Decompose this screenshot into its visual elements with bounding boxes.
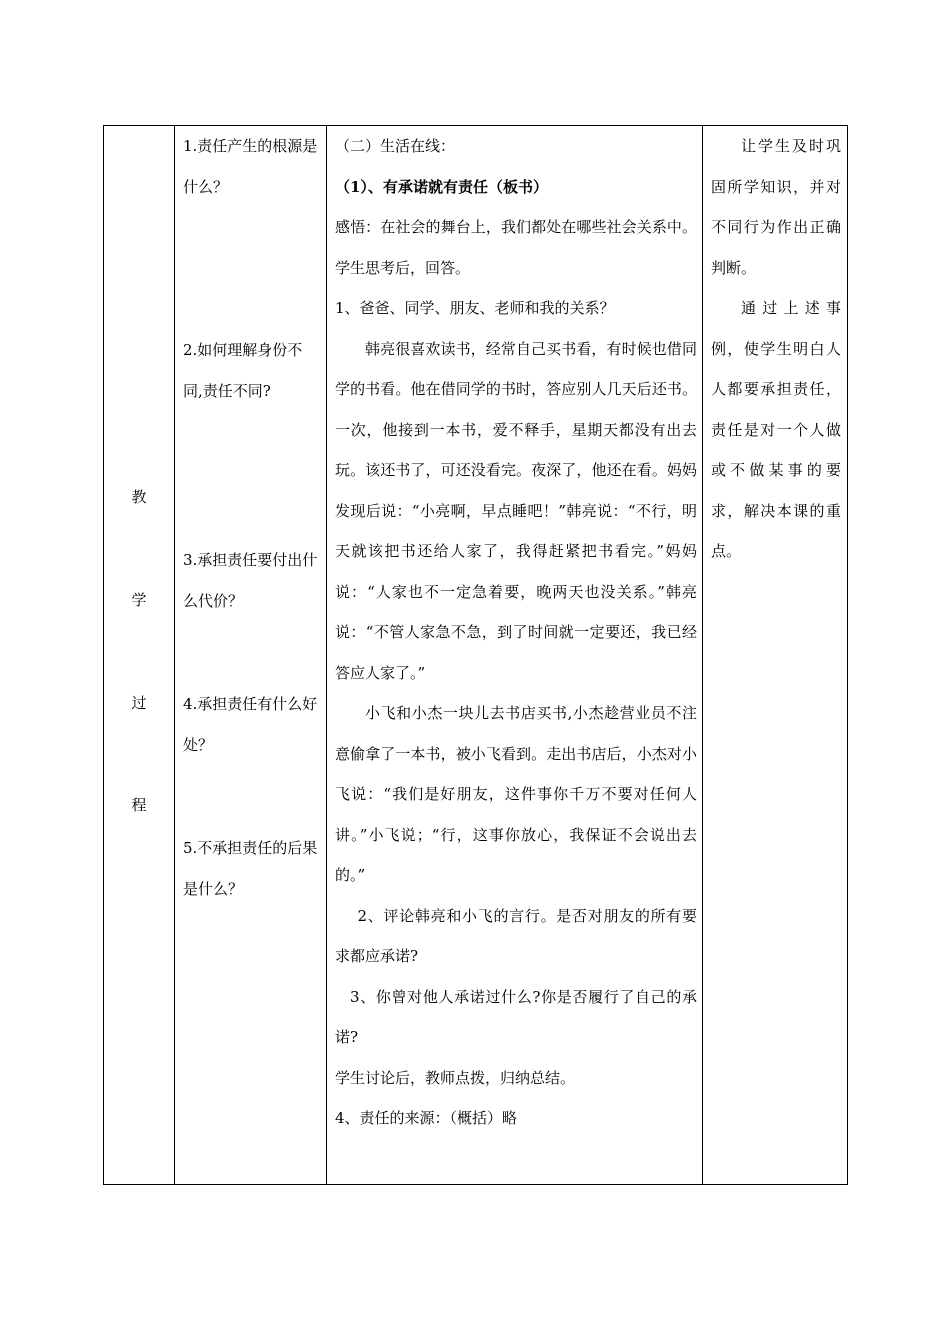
content-paragraph: 2、评论韩亮和小飞的言行。是否对朋友的所有要求都应承诺? xyxy=(335,906,697,965)
section-label-char: 过 xyxy=(131,694,147,712)
question-item: 3.承担责任要付出什么代价？ xyxy=(183,551,318,610)
content-paragraph: 1、爸爸、同学、朋友、老师和我的关系？ xyxy=(335,299,615,317)
question-item: 5.不承担责任的后果是什么？ xyxy=(183,839,318,898)
notes-body xyxy=(711,126,841,572)
content-column xyxy=(326,126,702,1184)
content-paragraph: 韩亮很喜欢读书，经常自己买书看，有时候也借同学的书看。他在借同学的书时，答应别人几天后还书。一次，他接到一本书，爱不释手，星期天都没有出去玩。该还书了，可还没看完。夜深了，他还在看。妈妈发现后说：“小亮啊，早点睡吧！”韩亮说：“不行，明天就该把书还给人家了，我得赶紧把书看完。”妈妈说：“人家也不一定急着要，晚两天也没关系。”韩亮说：“不管人家急不急，到了时间就一定要还，我已经答应人家了。” xyxy=(335,339,697,682)
section-label-char: 教 xyxy=(131,488,147,506)
content-paragraph: 4、责任的来源：（概括）略 xyxy=(335,1109,518,1127)
notes-paragraph: 让学生及时巩固所学知识，并对不同行为作出正确判断。 xyxy=(711,137,841,277)
content-paragraph: 3、你曾对他人承诺过什么?你是否履行了自己的承诺? xyxy=(335,987,697,1046)
section-label-char: 学 xyxy=(131,591,147,609)
content-paragraph: 学生讨论后，教师点拨，归纳总结。 xyxy=(335,1068,576,1087)
notes-column xyxy=(702,126,847,1184)
lesson-table xyxy=(103,125,848,1185)
question-item: 1.责任产生的根源是什么？ xyxy=(183,137,318,196)
section-label-char: 程 xyxy=(131,796,147,814)
content-paragraph: 小飞和小杰一块儿去书店买书,小杰趁营业员不注意偷拿了一本书，被小飞看到。走出书店后，小杰对小飞说：“我们是好朋友，这件事你千万不要对任何人讲。”小飞说；“行，这事你放心，我保证不会说出去的。” xyxy=(335,704,697,884)
question-item: 4.承担责任有什么好处？ xyxy=(183,695,318,754)
notes-paragraph: 通过上述事例，使学生明白人人都要承担责任，责任是对一个人做或不做某事的要求，解决本课的重点。 xyxy=(711,299,841,560)
content-subheading: （1）、有承诺就有责任（板书） xyxy=(335,177,548,196)
content-paragraph: 感悟：在社会的舞台上，我们都处在哪些社会关系中。学生思考后，回答。 xyxy=(335,218,697,277)
question-item: 2.如何理解身份不同,责任不同? xyxy=(183,341,303,400)
content-body xyxy=(335,126,697,1139)
content-heading: （二）生活在线： xyxy=(335,137,456,155)
questions-column xyxy=(174,126,326,1184)
section-label-column xyxy=(104,126,174,1184)
